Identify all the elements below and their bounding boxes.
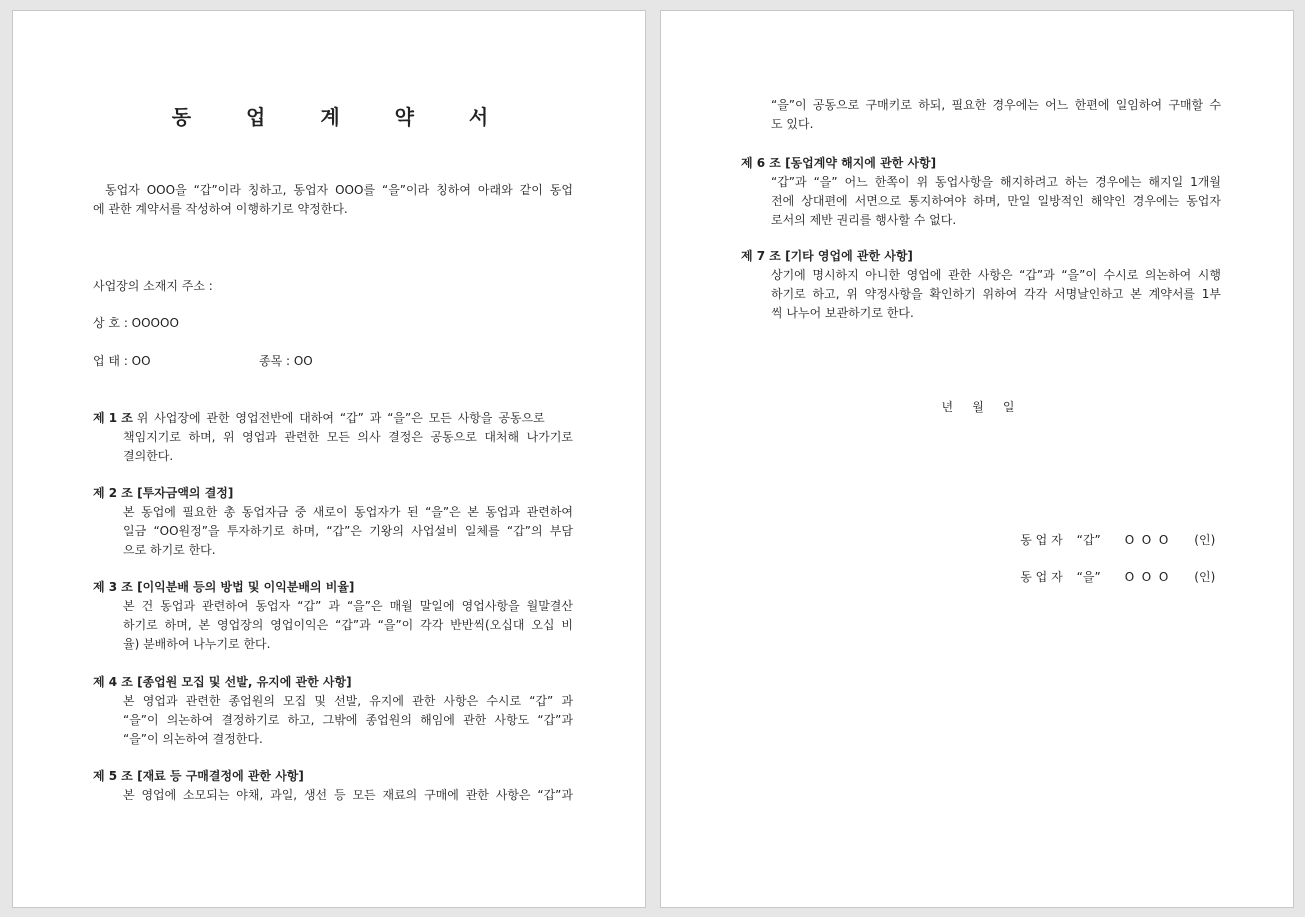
article-number: 제 1 조 (93, 411, 133, 425)
article-line: “갑”과 “을” 어느 한쪽이 위 동업사항을 해지하려고 하는 경우에는 해지일 1개월 (771, 175, 1221, 189)
business-type-field: 업 태 : OO (93, 354, 151, 368)
signer-name: O O O (1124, 533, 1169, 547)
article-line: 본 영업과 관련한 종업원의 모집 및 선발, 유지에 관한 사항은 수시로 “갑” 과 (123, 694, 573, 708)
article-title: [투자금액의 결정] (137, 486, 234, 500)
article-line: 씩 나누어 보관하기로 한다. (771, 306, 914, 320)
signer-label: 동 업 자 (1020, 533, 1063, 547)
article-line: 율) 분배하여 나누기로 한다. (123, 637, 271, 651)
article-line: 본 동업에 필요한 총 동업자금 중 새로이 동업자가 된 “을”은 본 동업과 관련하여 (123, 505, 573, 519)
article-2 (93, 484, 573, 560)
signer-party: “을” (1076, 570, 1101, 584)
document-title: 동 업 계 약 서 (171, 105, 513, 129)
trade-name-field: 상 호 : OOOOO (93, 316, 179, 330)
article-line: “을”이 의논하여 결정한다. (123, 732, 263, 746)
article-line: 전에 상대편에 서면으로 통지하여야 하며, 만일 일방적인 해약인 경우에는 동업자 (771, 194, 1221, 208)
article-1 (93, 409, 573, 466)
article-line: 도 있다. (771, 117, 814, 131)
article-number: 제 4 조 (93, 675, 133, 689)
article-line: 하기로 하고, 위 약정사항을 확인하기 위하여 각각 서명날인하고 본 계약서를 1부 (771, 287, 1221, 301)
article-line: 위 사업장에 관한 영업전반에 대하여 “갑” 과 “을”은 모든 사항을 공동으로 (136, 411, 545, 425)
signing-date: 년 월 일 (941, 400, 1015, 414)
article-line: 본 영업에 소모되는 야채, 과일, 생선 등 모든 재료의 구매에 관한 사항은 “갑”과 (123, 788, 573, 802)
article-line: 본 건 동업과 관련하여 동업자 “갑” 과 “을”은 매월 말일에 영업사항을 월말결산 (123, 599, 573, 613)
article-6 (741, 154, 1221, 230)
article-number: 제 2 조 (93, 486, 133, 500)
article-7 (741, 247, 1221, 323)
article-line: 결의한다. (123, 449, 174, 463)
article-line: “을”이 공동으로 구매키로 하되, 필요한 경우에는 어느 한편에 일임하여 구매할 수 (771, 98, 1221, 112)
signer-seal: (인) (1194, 570, 1216, 584)
article-line: 로서의 제반 권리를 행사할 수 없다. (771, 213, 957, 227)
intro-paragraph (93, 181, 573, 219)
article-line: 으로 하기로 한다. (123, 543, 216, 557)
article-5 (93, 767, 573, 805)
intro-line: 에 관한 계약서를 작성하여 이행하기로 약정한다. (93, 202, 348, 216)
article-3 (93, 578, 573, 654)
article-line: 상기에 명시하지 아니한 영업에 관한 사항은 “갑”과 “을”이 수시로 의논하여 시행 (771, 268, 1221, 282)
article-title: [종업원 모집 및 선발, 유지에 관한 사항] (137, 675, 352, 689)
signer-seal: (인) (1194, 533, 1216, 547)
article-line: 책임지기로 하며, 위 영업과 관련한 모든 의사 결정은 공동으로 대처해 나가기로 (123, 430, 573, 444)
article-title: [기타 영업에 관한 사항] (785, 249, 913, 263)
article-number: 제 7 조 (741, 249, 781, 263)
article-4 (93, 673, 573, 749)
article-line: “을”이 의논하여 결정하기로 하고, 그밖에 종업원의 해임에 관한 사항도 “갑”과 (123, 713, 573, 727)
document-page-2 (660, 10, 1294, 908)
article-title: [동업계약 해지에 관한 사항] (785, 156, 937, 170)
signer-party: “갑” (1076, 533, 1101, 547)
article-title: [재료 등 구매결정에 관한 사항] (137, 769, 304, 783)
article-5-continuation (771, 96, 1221, 134)
address-label: 사업장의 소재지 주소 : (93, 279, 213, 293)
article-number: 제 6 조 (741, 156, 781, 170)
article-line: 하기로 하며, 본 영업장의 영업이익은 “갑”과 “을”이 각각 반반씩(오십대 오십 비 (123, 618, 573, 632)
signer-name: O O O (1124, 570, 1169, 584)
intro-line: 동업자 OOO을 “갑”이라 칭하고, 동업자 OOO를 “을”이라 칭하여 아래와 같이 동업 (105, 183, 573, 197)
signer-label: 동 업 자 (1020, 570, 1063, 584)
article-line: 일금 “OO원정”을 투자하기로 하며, “갑”은 기왕의 사업설비 일체를 “갑”의 부담 (123, 524, 573, 538)
article-title: [이익분배 등의 방법 및 이익분배의 비율] (137, 580, 355, 594)
article-number: 제 5 조 (93, 769, 133, 783)
business-item-field: 종목 : OO (259, 354, 313, 368)
signer-eul (1005, 549, 1215, 606)
document-page-1 (12, 10, 646, 908)
article-number: 제 3 조 (93, 580, 133, 594)
